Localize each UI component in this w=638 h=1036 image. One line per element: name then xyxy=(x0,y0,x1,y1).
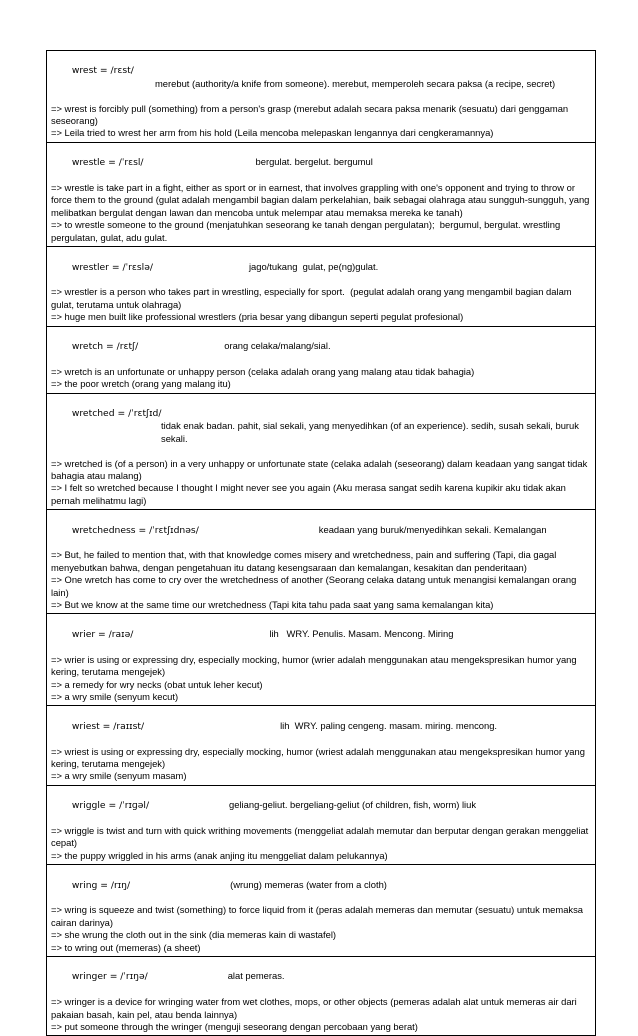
dictionary-entry xyxy=(47,706,595,785)
entry-headword: wretched = /ˈrɛtʃɪd/ xyxy=(71,407,162,419)
entry-example: => a wry smile (senyum kecut) xyxy=(51,690,179,702)
entry-headword: wrestler = /ˈrɛslə/ xyxy=(71,261,153,273)
entry-headword: wrest = /rɛst/ xyxy=(71,65,134,77)
entry-gloss: merebut (authority/a knife from someone). merebut, memperoleh secara paksa (a recipe, secret) xyxy=(155,77,556,89)
dictionary-entry xyxy=(47,143,595,247)
dictionary-entry xyxy=(47,510,595,614)
entry-example: => But we know at the same time our wretchedness (Tapi kita tahu pada saat yang sama kemalangan kita) xyxy=(51,599,494,611)
entry-definition: => But, he failed to mention that, with that knowledge comes misery and wretchedness, pain and suffering (Tapi, dia gagal menyebutkan bahwa, dengan pengetahuan itu datang kesengsaraan dan kemalangan, kesakitan dan penderitaan) xyxy=(51,549,559,573)
entry-headline xyxy=(51,248,591,286)
entry-headline xyxy=(51,787,591,825)
entry-definition: => wrest is forcibly pull (something) from a person's grasp (merebut adalah secara paksa menarik (sesuatu) dari genggaman seseorang) xyxy=(51,102,571,127)
dictionary-entry xyxy=(47,614,595,706)
entry-headline xyxy=(51,866,591,904)
dictionary-entry xyxy=(47,51,595,143)
entry-example: => One wretch has come to cry over the wretchedness of another (Seorang celaka datang untuk menangisi kemalangan orang lain) xyxy=(51,574,579,598)
entry-gloss: (wrung) memeras (water from a cloth) xyxy=(230,878,387,890)
entry-gloss: orang celaka/malang/sial. xyxy=(224,339,331,351)
entry-example: => a wry smile (senyum masam) xyxy=(51,770,187,782)
entry-example: => I felt so wretched because I thought I might never see you again (Aku merasa sangat sedih karena kupikir aku tidak akan pernah melihatmu lagi) xyxy=(51,482,569,506)
entry-headword: wringer = /ˈrɪŋə/ xyxy=(71,971,148,983)
entry-headline xyxy=(51,958,591,996)
entry-gloss: keadaan yang buruk/menyedihkan sekali. Kemalangan xyxy=(318,523,547,535)
dictionary-entry xyxy=(47,957,595,1036)
entry-headword: wretchedness = /ˈrɛtʃɪdnəs/ xyxy=(71,524,199,536)
entry-headline xyxy=(51,328,591,366)
entry-example: => huge men built like professional wrestlers (pria besar yang dibangun seperti pegulat profesional) xyxy=(51,311,464,323)
entry-headword: wriggle = /ˈrɪɡəl/ xyxy=(71,800,150,812)
entry-headline xyxy=(51,615,591,653)
entry-gloss: alat pemeras. xyxy=(227,970,285,982)
dictionary-entry xyxy=(47,786,595,865)
entry-definition: => wretched is (of a person) in a very unhappy or unfortunate state (celaka adalah (seseorang) dalam keadaan yang sangat tidak bahagia atau malang) xyxy=(51,457,590,481)
entry-headline xyxy=(51,52,591,103)
entry-gloss: bergulat. bergelut. bergumul xyxy=(255,156,373,168)
entry-definition: => wrestle is take part in a fight, either as sport or in earnest, that involves grappling with one's opponent and trying to throw or force them to the ground (gulat adalah mengambil bagian dalam perkelahian, baik sebagai olahraga atau sungguh-sungguh, yang melibatkan bergulat dengan lawan dan mencoba untuk melempar atau memaksa mereka ke tanah) xyxy=(51,182,593,218)
entry-example: => Leila tried to wrest her arm from his hold (Leila mencoba melepaskan lengannya dari cengkeramannya) xyxy=(51,127,494,139)
entry-gloss: lih WRY. paling cengeng. masam. miring. mencong. xyxy=(280,719,498,731)
entry-definition: => wrier is using or expressing dry, especially mocking, humor (wrier adalah menggunakan atau mengekspresikan humor yang kering, terutama mengejek) xyxy=(51,653,580,678)
entry-headword: wretch = /rɛtʃ/ xyxy=(71,340,139,352)
dictionary-entry xyxy=(47,394,595,511)
entry-definition: => wring is squeeze and twist (something) to force liquid from it (peras adalah memeras dan memutar (sesuatu) untuk memaksa cairan darinya) xyxy=(51,904,586,928)
entry-headline xyxy=(51,707,591,745)
entry-headword: wrestle = /ˈrɛsl/ xyxy=(71,157,144,169)
entry-example: => to wrestle someone to the ground (menjatuhkan seseorang ke tanah dengan pergulatan); bergumul, bergulat. wrestling pergulatan, gulat, adu gulat. xyxy=(51,219,566,243)
dictionary-entry-list xyxy=(46,50,596,1036)
entry-definition: => wriest is using or expressing dry, especially mocking, humor (wriest adalah menggunakan atau mengekspresikan humor yang kering, terutama mengejek) xyxy=(51,745,588,769)
entry-definition: => wriggle is twist and turn with quick writhing movements (menggeliat adalah memutar dan berputar dengan gerakan menggeliat cepat) xyxy=(51,824,591,849)
entry-gloss: geliang-geliut. bergeliang-geliut (of children, fish, worm) liuk xyxy=(229,799,477,811)
entry-example: => put someone through the wringer (menguji seseorang dengan percobaan yang berat) xyxy=(51,1021,418,1033)
entry-example: => to wring out (memeras) (a sheet) xyxy=(51,941,201,953)
entry-example: => a remedy for wry necks (obat untuk leher kecut) xyxy=(51,678,263,690)
entry-example: => she wrung the cloth out in the sink (dia memeras kain di wastafel) xyxy=(51,929,337,941)
dictionary-entry xyxy=(47,247,595,326)
entry-headline xyxy=(51,511,591,549)
dictionary-entry xyxy=(47,327,595,394)
entry-definition: => wringer is a device for wringing water from wet clothes, mops, or other objects (pemeras adalah alat untuk memeras air dari pakaian basah, kain pel, atau benda lainnya) xyxy=(51,996,580,1020)
entry-headword: wrier = /raɪə/ xyxy=(71,628,134,640)
entry-gloss: tidak enak badan. pahit, sial sekali, yang menyedihkan (of an experience). sedih, susah sekali, buruk sekali. xyxy=(161,420,582,444)
entry-example: => the puppy wriggled in his arms (anak anjing itu menggeliat dalam pelukannya) xyxy=(51,849,388,861)
entry-headline xyxy=(51,395,591,458)
entry-gloss: jago/tukang gulat, pe(ng)gulat. xyxy=(248,260,379,272)
entry-gloss: lih WRY. Penulis. Masam. Mencong. Miring xyxy=(269,627,454,639)
entry-definition: => wrestler is a person who takes part in wrestling, especially for sport. (pegulat adalah orang yang mengambil bagian dalam gulat, terutama untuk olahraga) xyxy=(51,286,575,310)
entry-headline xyxy=(51,144,591,182)
entry-definition: => wretch is an unfortunate or unhappy person (celaka adalah orang yang malang atau tidak bahagia) xyxy=(51,365,475,377)
entry-headword: wring = /rɪŋ/ xyxy=(71,879,131,891)
entry-headword: wriest = /raɪɪst/ xyxy=(71,720,145,732)
dictionary-entry xyxy=(47,865,595,957)
entry-example: => the poor wretch (orang yang malang itu) xyxy=(51,378,231,390)
